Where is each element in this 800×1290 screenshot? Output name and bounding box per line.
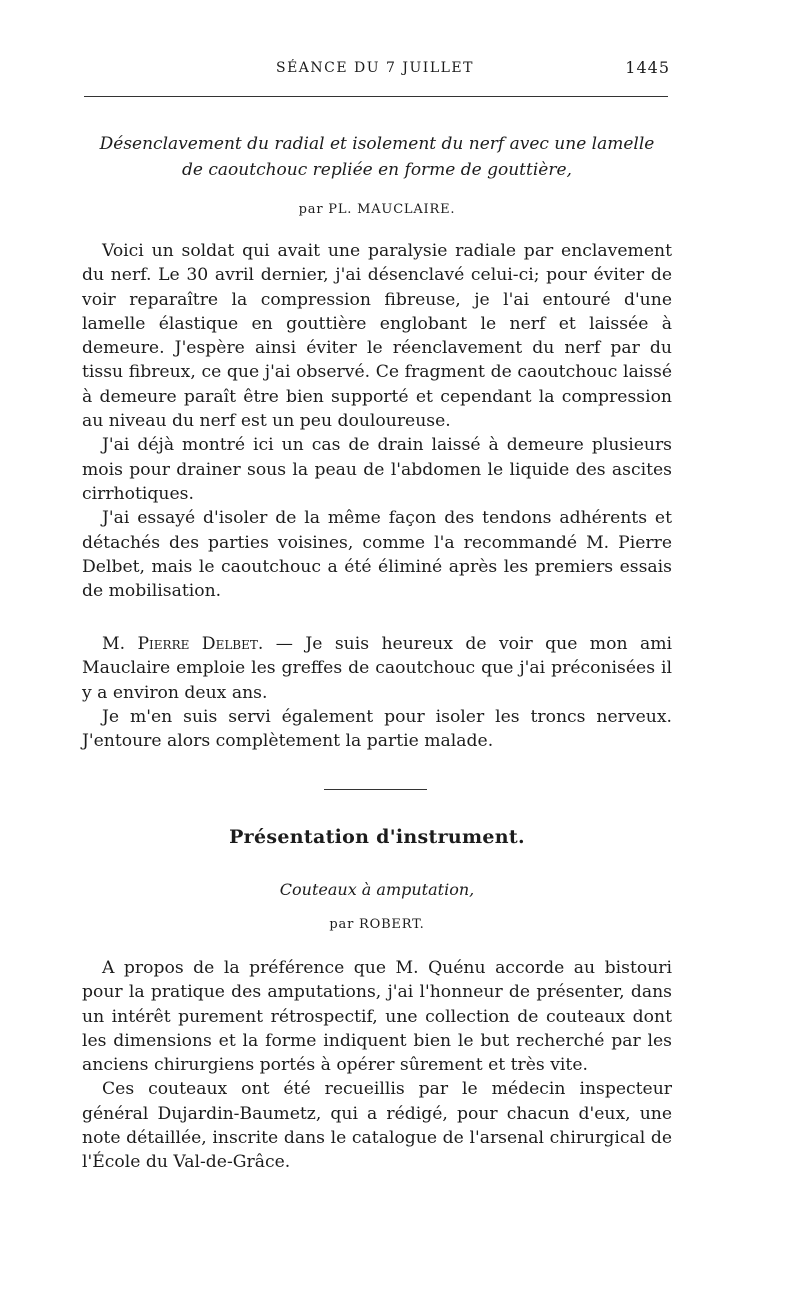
discussion-text: — Je suis heureux de voir que mon ami Mauclaire emploie les greffes de caoutchouc que j'ai préconisées il y a environ deux ans.	[82, 634, 672, 703]
discussion-paragraph	[82, 632, 672, 705]
discussion	[82, 632, 672, 753]
article-title-line-1: Désenclavement du radial et isolement du nerf avec une lamelle	[99, 134, 655, 154]
running-title: SÉANCE DU 7 JUILLET	[276, 60, 474, 76]
section-subtitle: Couteaux à amputation,	[279, 880, 475, 899]
body-paragraph: A propos de la préférence que M. Quénu accorde au bistouri pour la pratique des amputations, j'ai l'honneur de présenter, dans un intérêt purement rétrospectif, une collection de couteaux dont les dimensions et la forme indiquent bien le but recherché par les anciens chirurgiens portés à opérer sûrement et très vite.	[82, 958, 672, 1076]
article-byline: par PL. MAUCLAIRE.	[298, 202, 456, 217]
article-title	[82, 131, 672, 183]
section-heading: Présentation d'instrument.	[229, 826, 525, 848]
body-paragraph: J'ai essayé d'isoler de la même façon des tendons adhérents et détachés des parties voisines, comme l'a recommandé M. Pierre Delbet, mais le caoutchouc a été éliminé après les premiers essais de mobilisation.	[82, 508, 672, 602]
page-number: 1445	[625, 58, 670, 77]
speaker-name: M. Pierre Delbet.	[102, 634, 264, 654]
section-body	[82, 956, 672, 1175]
body-paragraph: J'ai déjà montré ici un cas de drain laissé à demeure plusieurs mois pour drainer sous la peau de l'abdomen le liquide des ascites cirrhotiques.	[82, 435, 672, 504]
article-body	[82, 239, 672, 603]
body-paragraph: Ces couteaux ont été recueillis par le médecin inspecteur général Dujardin-Baumetz, qui a rédigé, pour chacun d'eux, une note détaillée, inscrite dans le catalogue de l'arsenal chirurgical de l'École du Val-de-Grâce.	[82, 1079, 672, 1173]
body-paragraph: Voici un soldat qui avait une paralysie radiale par enclavement du nerf. Le 30 avril dernier, j'ai désenclavé celui-ci; pour éviter de voir reparaître la compression fibreuse, je l'ai entouré d'une lamelle élastique en gouttière englobant le nerf et laissée à demeure. J'espère ainsi éviter le réenclavement du nerf par du tissu fibreux, ce que j'ai observé. Ce fragment de caoutchouc laissé à demeure paraît être bien supporté et cependant la compression au niveau du nerf est un peu douloureuse.	[82, 241, 672, 432]
section-separator	[324, 789, 427, 790]
section-byline: par ROBERT.	[329, 917, 425, 932]
header-rule	[84, 96, 668, 97]
article-title-line-2: de caoutchouc repliée en forme de gouttière,	[182, 160, 572, 180]
discussion-paragraph-2: Je m'en suis servi également pour isoler les troncs nerveux. J'entoure alors complètement la partie malade.	[82, 706, 672, 752]
page-header	[80, 58, 670, 82]
